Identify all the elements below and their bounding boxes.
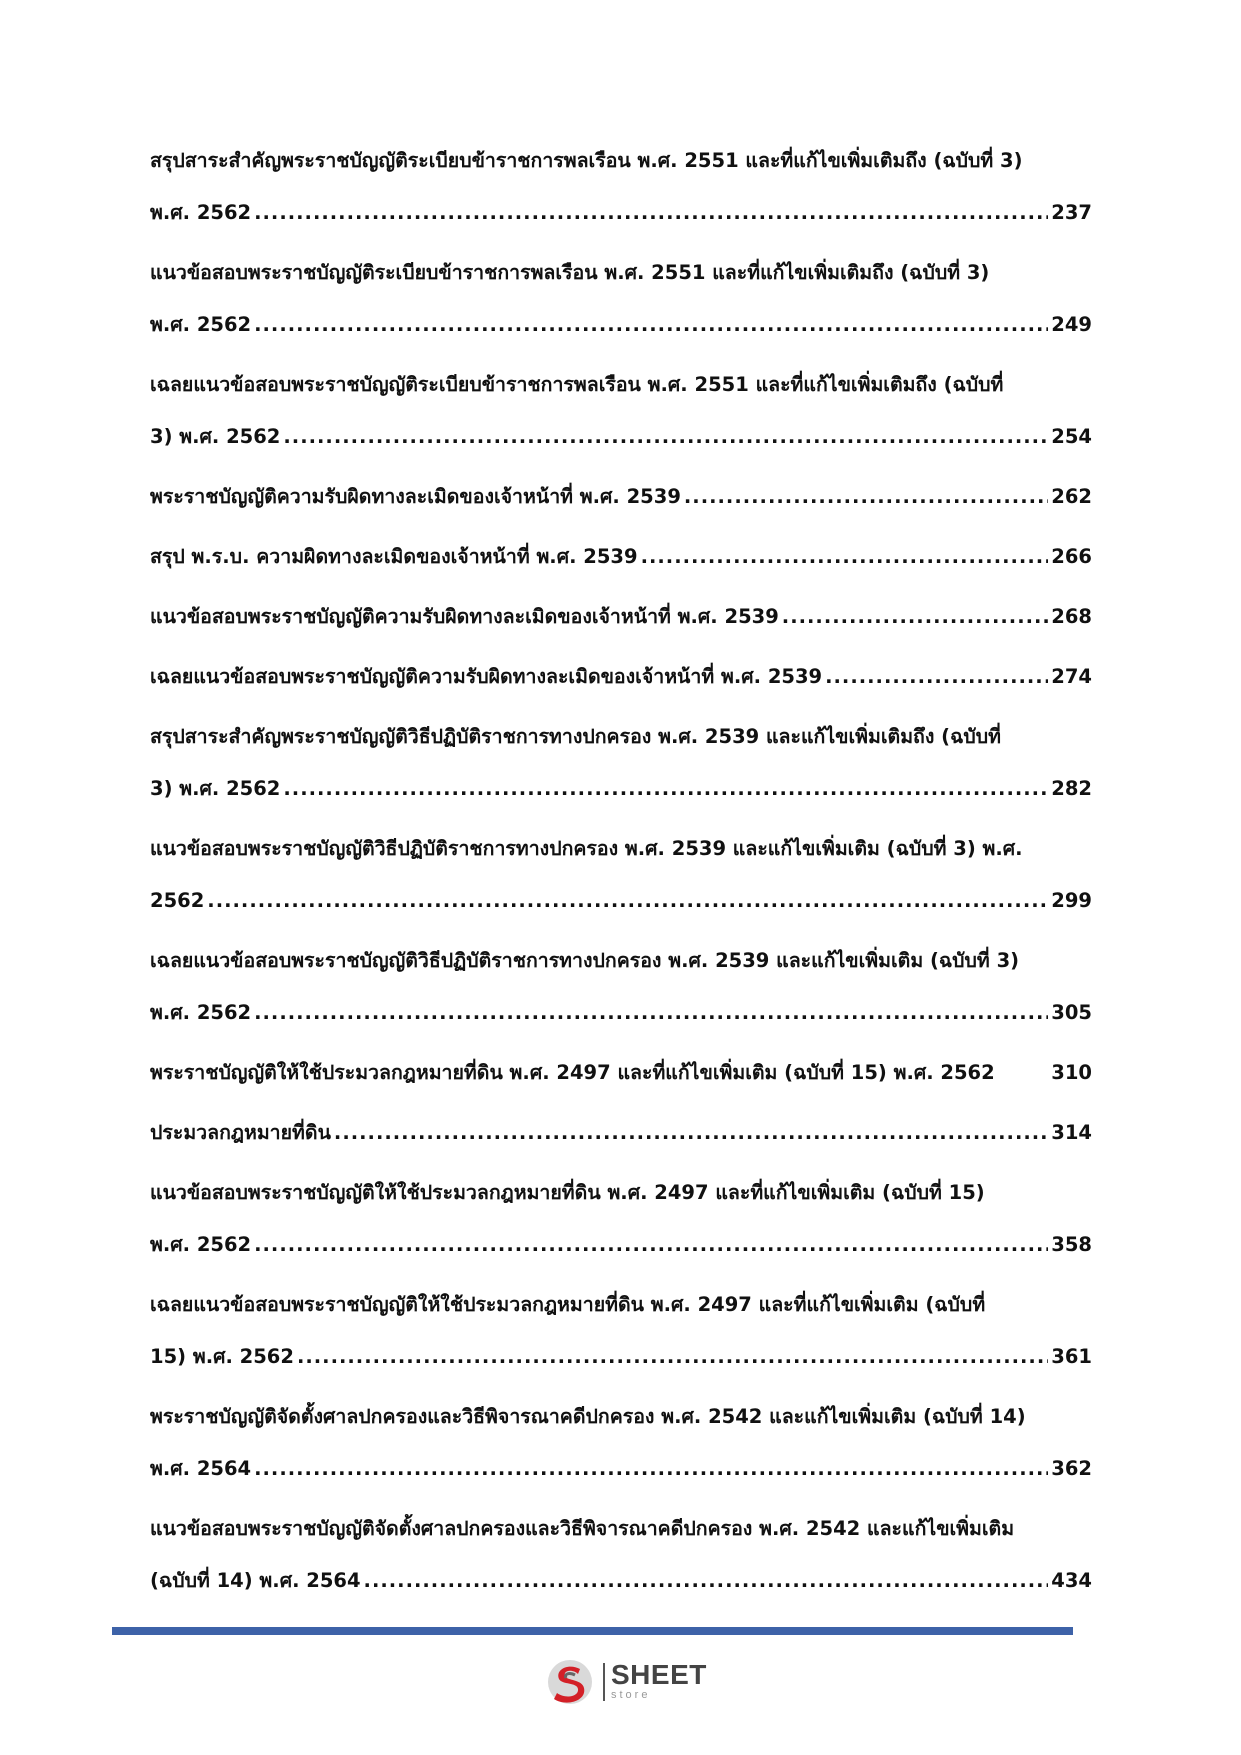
dot-leader xyxy=(364,1568,1049,1594)
toc-entry[interactable] xyxy=(150,544,1092,570)
toc-entry-title: สรุปสาระสำคัญพระราชบัญญัติระเบียบข้าราชการพลเรือน พ.ศ. 2551 และที่แก้ไขเพิ่มเติมถึง (ฉบับที่ 3) xyxy=(150,149,1023,172)
toc-entry-title-continuation: พ.ศ. 2562 xyxy=(150,1233,252,1256)
toc-entry[interactable] xyxy=(150,372,1092,450)
toc-entry[interactable] xyxy=(150,948,1092,1026)
dot-leader xyxy=(825,664,1048,690)
toc-entry[interactable] xyxy=(150,664,1092,690)
toc-entry-title: แนวข้อสอบพระราชบัญญัติวิธีปฏิบัติราชการทางปกครอง พ.ศ. 2539 และแก้ไขเพิ่มเติม (ฉบับที่ 3) พ.ศ. xyxy=(150,837,1023,860)
toc-entry-title: สรุป พ.ร.บ. ความผิดทางละเมิดของเจ้าหน้าที่ พ.ศ. 2539 xyxy=(150,545,638,568)
dot-leader xyxy=(254,1000,1048,1026)
dot-leader xyxy=(641,544,1049,570)
toc-page-number: 254 xyxy=(1051,425,1092,448)
toc-entry-title-continuation: 3) พ.ศ. 2562 xyxy=(150,777,281,800)
toc-page-number: 434 xyxy=(1051,1569,1092,1592)
toc-page-number: 362 xyxy=(1051,1457,1092,1480)
toc-entry-title-continuation: พ.ศ. 2562 xyxy=(150,1001,252,1024)
toc-page-number: 361 xyxy=(1051,1345,1092,1368)
toc-entry[interactable] xyxy=(150,148,1092,226)
dot-leader xyxy=(297,1344,1048,1370)
toc-entry-title: เฉลยแนวข้อสอบพระราชบัญญัติความรับผิดทางละเมิดของเจ้าหน้าที่ พ.ศ. 2539 xyxy=(150,665,823,688)
table-of-contents xyxy=(150,148,1092,1628)
toc-entry-title-continuation: พ.ศ. 2564 xyxy=(150,1457,252,1480)
toc-page-number: 237 xyxy=(1051,201,1092,224)
toc-page-number: 314 xyxy=(1051,1121,1092,1144)
toc-page-number: 262 xyxy=(1051,485,1092,508)
toc-entry-title-continuation: พ.ศ. 2562 xyxy=(150,201,252,224)
toc-page-number: 299 xyxy=(1051,889,1092,912)
footer-divider xyxy=(112,1627,1073,1635)
toc-entry-title-continuation: (ฉบับที่ 14) พ.ศ. 2564 xyxy=(150,1569,361,1592)
logo-separator xyxy=(603,1663,605,1701)
toc-entry-title: แนวข้อสอบพระราชบัญญัติให้ใช้ประมวลกฎหมายที่ดิน พ.ศ. 2497 และที่แก้ไขเพิ่มเติม (ฉบับที่ 15) xyxy=(150,1181,985,1204)
toc-entry-title: พระราชบัญญัติความรับผิดทางละเมิดของเจ้าหน้าที่ พ.ศ. 2539 xyxy=(150,485,681,508)
toc-entry[interactable] xyxy=(150,484,1092,510)
toc-entry-title: เฉลยแนวข้อสอบพระราชบัญญัติให้ใช้ประมวลกฎหมายที่ดิน พ.ศ. 2497 และที่แก้ไขเพิ่มเติม (ฉบับที่ xyxy=(150,1293,986,1316)
toc-page-number: 249 xyxy=(1051,313,1092,336)
toc-entry[interactable] xyxy=(150,1516,1092,1594)
dot-leader xyxy=(782,604,1049,630)
toc-entry[interactable] xyxy=(150,724,1092,802)
toc-entry-title: เฉลยแนวข้อสอบพระราชบัญญัติวิธีปฏิบัติราชการทางปกครอง พ.ศ. 2539 และแก้ไขเพิ่มเติม (ฉบับที่ 3) xyxy=(150,949,1020,972)
toc-entry-title-continuation: 2562 xyxy=(150,889,205,912)
toc-entry-title-continuation: พ.ศ. 2562 xyxy=(150,313,252,336)
toc-entry[interactable] xyxy=(150,604,1092,630)
toc-entry-title: แนวข้อสอบพระราชบัญญัติระเบียบข้าราชการพลเรือน พ.ศ. 2551 และที่แก้ไขเพิ่มเติมถึง (ฉบับที่ 3) xyxy=(150,261,990,284)
toc-page-number: 274 xyxy=(1051,665,1092,688)
toc-entry-title-continuation: 15) พ.ศ. 2562 xyxy=(150,1345,294,1368)
toc-page-number: 268 xyxy=(1051,605,1092,628)
sheet-store-logo xyxy=(545,1657,715,1707)
toc-entry[interactable] xyxy=(150,1180,1092,1258)
dot-leader xyxy=(254,312,1048,338)
sheet-store-logo-icon xyxy=(545,1657,595,1707)
toc-page-number: 358 xyxy=(1051,1233,1092,1256)
toc-entry[interactable] xyxy=(150,836,1092,914)
dot-leader xyxy=(334,1120,1048,1146)
toc-entry-title: แนวข้อสอบพระราชบัญญัติจัดตั้งศาลปกครองและวิธีพิจารณาคดีปกครอง พ.ศ. 2542 และแก้ไขเพิ่มเติม xyxy=(150,1517,1015,1540)
dot-leader xyxy=(254,200,1048,226)
toc-entry[interactable] xyxy=(150,1120,1092,1146)
toc-entry-title: แนวข้อสอบพระราชบัญญัติความรับผิดทางละเมิดของเจ้าหน้าที่ พ.ศ. 2539 xyxy=(150,605,779,628)
toc-entry[interactable] xyxy=(150,260,1092,338)
dot-leader xyxy=(283,776,1048,802)
toc-entry-title: ประมวลกฎหมายที่ดิน xyxy=(150,1121,331,1144)
toc-entry[interactable] xyxy=(150,1060,1092,1086)
toc-page-number: 305 xyxy=(1051,1001,1092,1024)
toc-entry[interactable] xyxy=(150,1404,1092,1482)
toc-entry-title: เฉลยแนวข้อสอบพระราชบัญญัติระเบียบข้าราชการพลเรือน พ.ศ. 2551 และที่แก้ไขเพิ่มเติมถึง (ฉบับที่ xyxy=(150,373,1004,396)
dot-leader xyxy=(254,1456,1048,1482)
toc-entry-title: พระราชบัญญัติจัดตั้งศาลปกครองและวิธีพิจารณาคดีปกครอง พ.ศ. 2542 และแก้ไขเพิ่มเติม (ฉบับที่ 14) xyxy=(150,1405,1026,1428)
dot-leader xyxy=(254,1232,1048,1258)
dot-leader xyxy=(283,424,1048,450)
dot-leader xyxy=(684,484,1048,510)
toc-page-number: 282 xyxy=(1051,777,1092,800)
toc-entry[interactable] xyxy=(150,1292,1092,1370)
logo-subtext: store xyxy=(611,1689,651,1701)
toc-page-number: 310 xyxy=(1051,1061,1092,1084)
logo-wordmark: SHEET xyxy=(611,1659,707,1690)
dot-leader xyxy=(207,888,1048,914)
toc-page-number: 266 xyxy=(1051,545,1092,568)
toc-entry-title-continuation: 3) พ.ศ. 2562 xyxy=(150,425,281,448)
toc-entry-title: พระราชบัญญัติให้ใช้ประมวลกฎหมายที่ดิน พ.ศ. 2497 และที่แก้ไขเพิ่มเติม (ฉบับที่ 15) พ.ศ. 2562 xyxy=(150,1061,995,1084)
toc-entry-title: สรุปสาระสำคัญพระราชบัญญัติวิธีปฏิบัติราชการทางปกครอง พ.ศ. 2539 และแก้ไขเพิ่มเติมถึง (ฉบับที่ xyxy=(150,725,1001,748)
